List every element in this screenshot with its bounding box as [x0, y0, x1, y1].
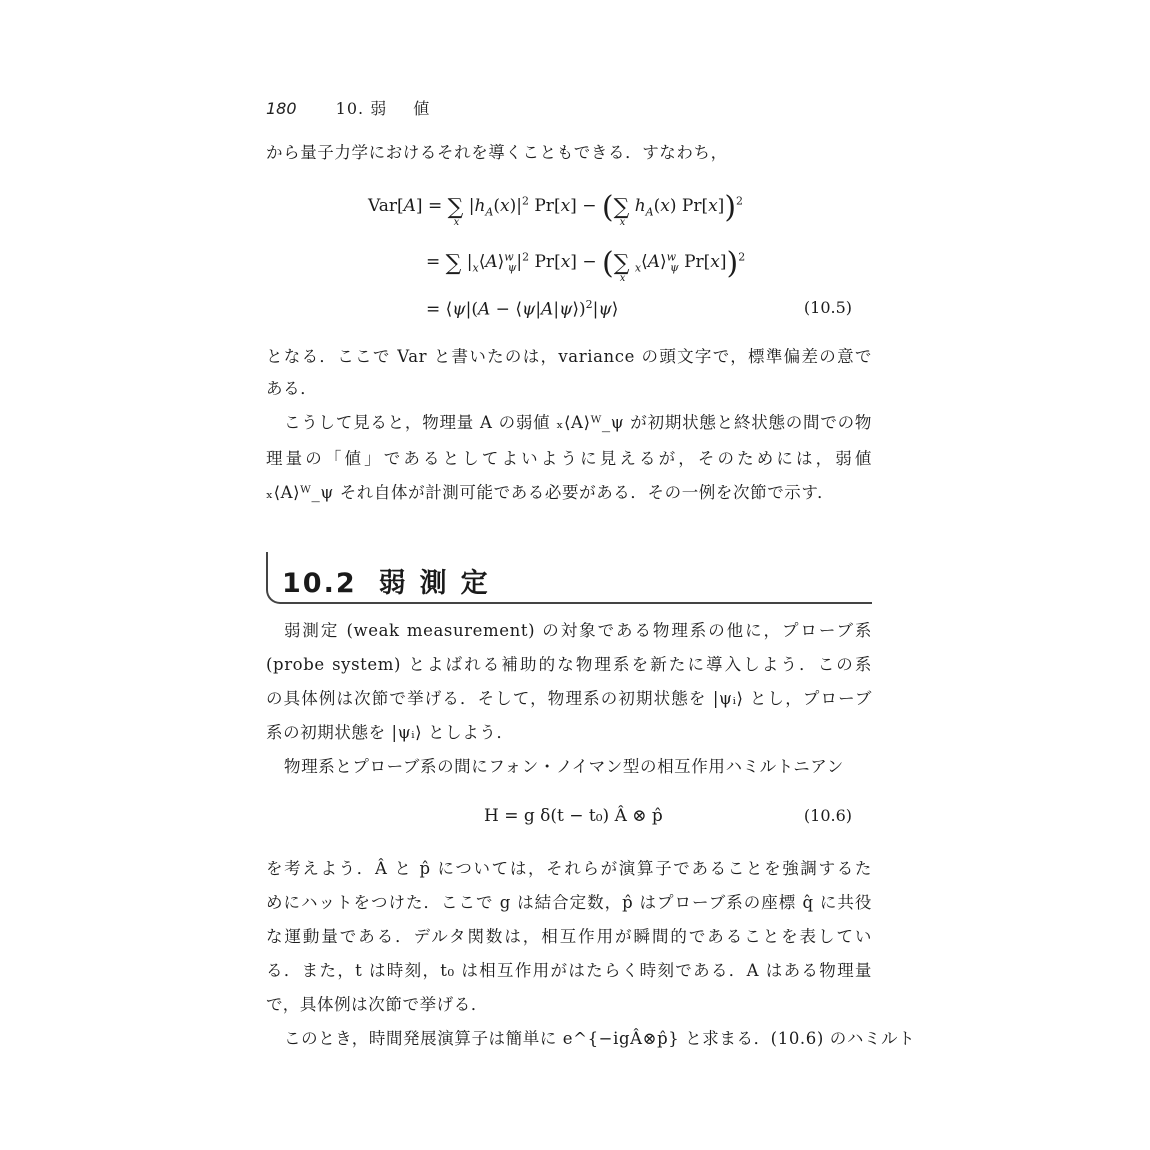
paragraph-line: の具体例は次節で挙げる．そして，物理系の初期状態を |ψᵢ⟩ とし，プローブ [266, 689, 872, 708]
section-title: 弱測定 [378, 568, 502, 599]
paragraph-line: このとき，時間発展演算子は簡単に e^{−igÂ⊗p̂} と求まる．(10.6) のハミルト [284, 1029, 916, 1048]
paragraph-line: 理量の「値」であるとしてよいように見えるが，そのためには，弱値 [266, 449, 872, 468]
paragraph-line: ₓ⟨A⟩ᵂ_ψ それ自体が計測可能である必要がある．その一例を次節で示す． [266, 483, 835, 502]
section-heading [266, 552, 872, 606]
equation-number: (10.5) [803, 298, 852, 317]
section-number: 10.2 [282, 568, 357, 599]
paragraph-line: めにハットをつけた．ここで g は結合定数，p̂ はプローブ系の座標 q̂ に共役 [266, 893, 872, 912]
running-header [266, 96, 430, 119]
paragraph-line: を考えよう．Â と p̂ については，それらが演算子であることを強調するた [266, 859, 872, 878]
paragraph-line: (probe system) とよばれる補助的な物理系を新たに導入しよう．この系 [266, 655, 872, 674]
equation-10-5-line-3: = ⟨ψ|(A − ⟨ψ|A|ψ⟩)$^2$|ψ⟩ [426, 298, 619, 320]
paragraph-line: 物理系とプローブ系の間にフォン・ノイマン型の相互作用ハミルトニアン [284, 757, 844, 776]
paragraph-line: 系の初期状態を |ψᵢ⟩ としよう． [266, 723, 514, 742]
paragraph-line: で，具体例は次節で挙げる． [266, 995, 488, 1014]
paragraph-line: る．また，t は時刻，t₀ は相互作用がはたらく時刻である．A はある物理量 [266, 961, 872, 980]
chapter-heading: 10. 弱 値 [335, 99, 431, 118]
equation-10-5-line-2: = ∑ $|_x⟨A⟩^w_\psi|^2$ Pr[x] − (∑ x $_x$⟨A⟩$^w_\psi$ Pr[x])$^2$ [426, 246, 746, 284]
equation-10-6: H = g δ(t − t₀) Â ⊗ p̂ [484, 806, 663, 826]
equation-number: (10.6) [803, 806, 852, 825]
paragraph-line: な運動量である．デルタ関数は，相互作用が瞬間的であることを表してい [266, 927, 872, 946]
paragraph-line: ある． [266, 379, 318, 398]
paragraph-line: となる．ここで Var と書いたのは，variance の頭文字で，標準偏差の意で [266, 347, 872, 366]
paragraph-line: こうして見ると，物理量 A の弱値 ₓ⟨A⟩ᵂ_ψ が初期状態と終状態の間での物 [284, 413, 872, 432]
page-number: 180 [266, 99, 297, 118]
paragraph-line: 弱測定 (weak measurement) の対象である物理系の他に，プローブ系 [284, 621, 872, 640]
equation-10-5-line-1: Var[A] = ∑ x $|h_A(x)|^2$ Pr[x] − (∑ x $h_A(x)$ Pr[x])$^2$ [368, 190, 744, 228]
paragraph-line: から量子力学におけるそれを導くこともできる．すなわち， [266, 143, 728, 162]
